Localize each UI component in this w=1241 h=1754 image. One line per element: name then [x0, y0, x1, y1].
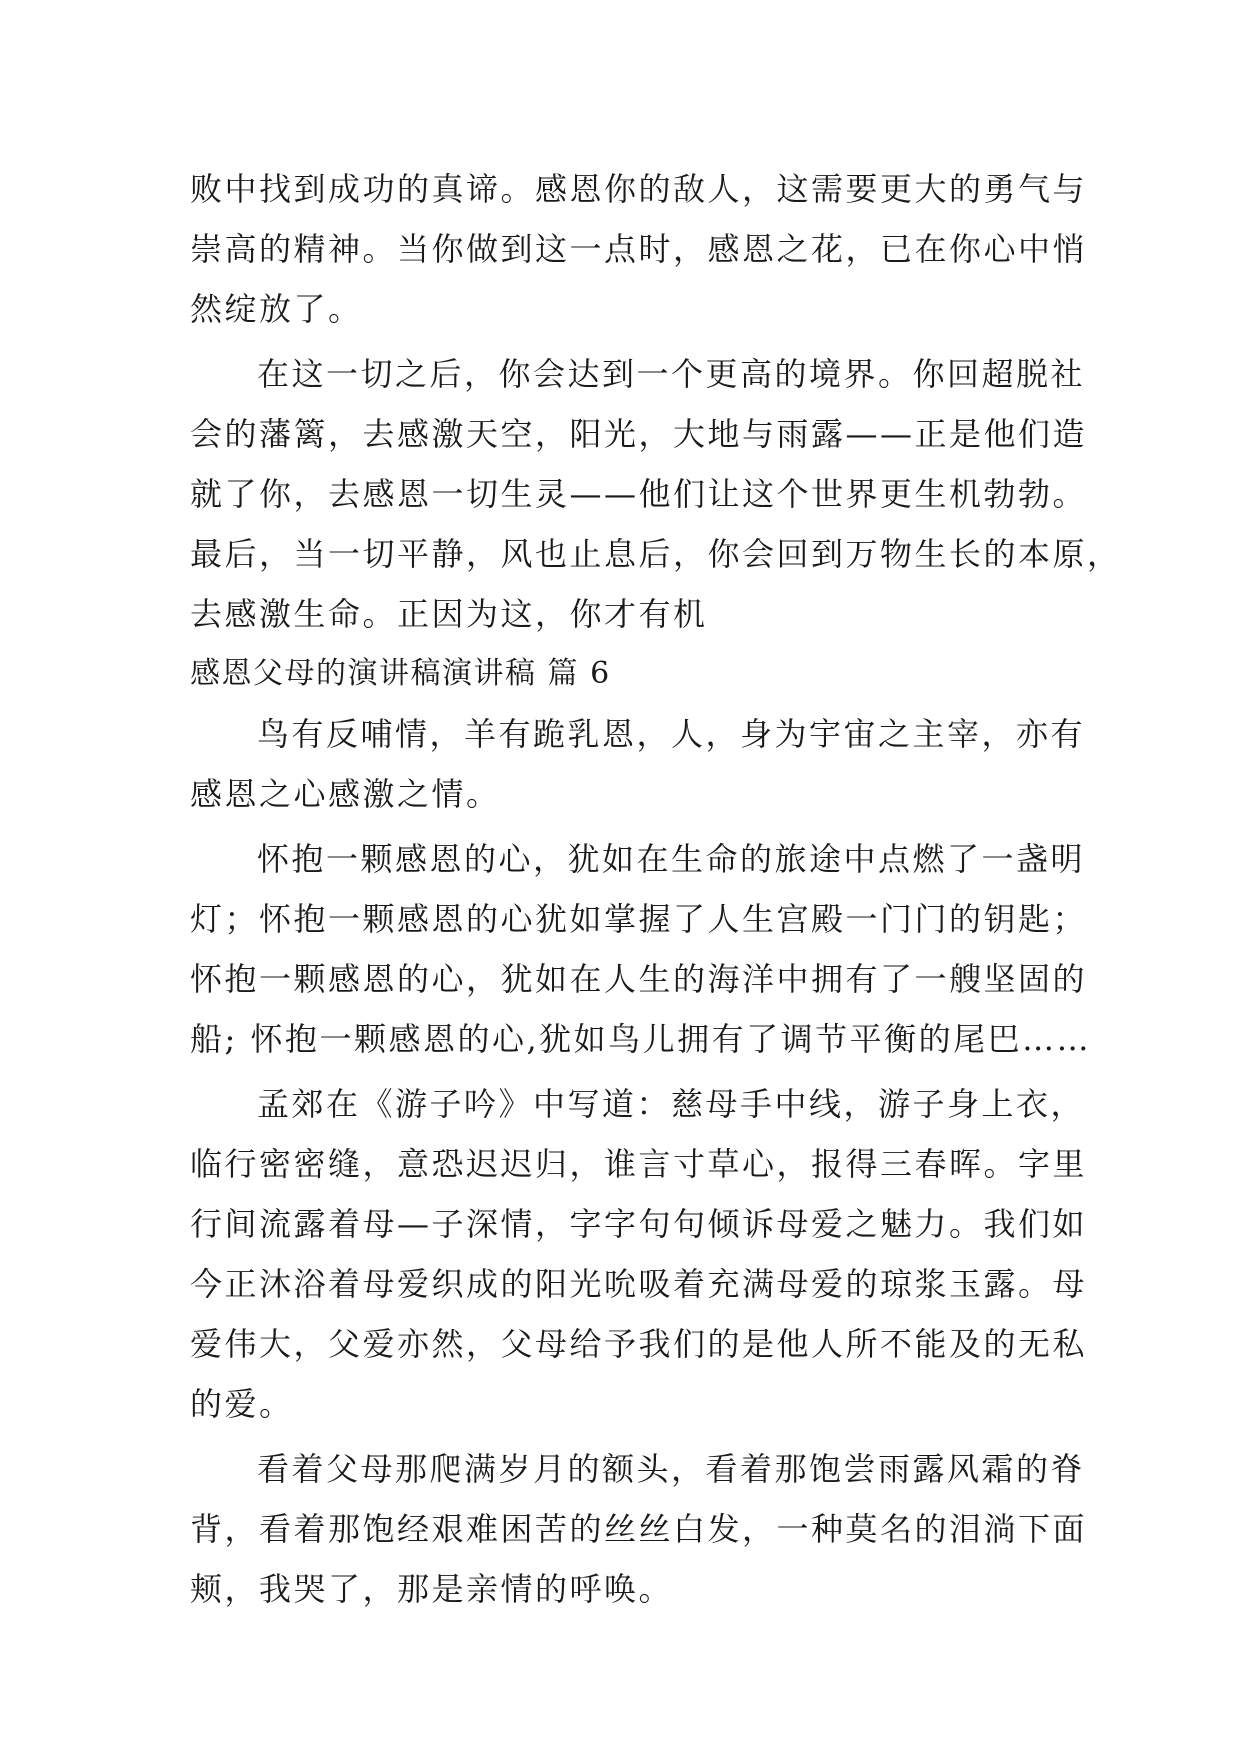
text-line: 背，看着那饱经艰难困苦的丝丝白发，一种莫名的泪淌下面	[190, 1510, 1088, 1548]
text-line: 感恩之心感激之情。	[190, 775, 501, 813]
text-line: 去感激生命。正因为这，你才有机	[190, 595, 708, 633]
text-line: 鸟有反哺情，羊有跪乳恩，人，身为宇宙之主宰，亦有	[257, 715, 1086, 753]
text-line: 怀抱一颗感恩的心，犹如在生命的旅途中点燃了一盏明	[257, 840, 1086, 878]
text-line: 的爱。	[190, 1385, 294, 1423]
text-line: 怀抱一颗感恩的心，犹如在人生的海洋中拥有了一艘坚固的	[190, 960, 1088, 998]
text-line: 行间流露着母—子深情，字字句句倾诉母爱之魅力。我们如	[190, 1205, 1088, 1243]
text-line: 败中找到成功的真谛。感恩你的敌人，这需要更大的勇气与	[190, 170, 1088, 208]
text-line: 最后，当一切平静，风也止息后，你会回到万物生长的本原，	[190, 535, 1122, 573]
text-line: 崇高的精神。当你做到这一点时，感恩之花，已在你心中悄	[190, 230, 1088, 268]
text-line: 就了你，去感恩一切生灵——他们让这个世界更生机勃勃。	[190, 475, 1088, 513]
text-line: 灯；怀抱一颗感恩的心犹如掌握了人生宫殿一门门的钥匙；	[190, 900, 1088, 938]
text-line: 临行密密缝，意恐迟迟归，谁言寸草心，报得三春晖。字里	[190, 1145, 1088, 1183]
text-line: 会的藩篱，去感激天空，阳光，大地与雨露——正是他们造	[190, 415, 1088, 453]
text-line: 孟郊在《游子吟》中写道：慈母手中线，游子身上衣，	[257, 1085, 1086, 1123]
section-heading: 感恩父母的演讲稿演讲稿 篇 6	[190, 656, 611, 691]
text-line: 船; 怀抱一颗感恩的心,犹如鸟儿拥有了调节平衡的尾巴……	[190, 1020, 1092, 1058]
text-line: 看着父母那爬满岁月的额头，看着那饱尝雨露风霜的脊	[257, 1450, 1086, 1488]
text-line: 爱伟大，父爱亦然，父母给予我们的是他人所不能及的无私	[190, 1325, 1088, 1363]
text-line: 今正沐浴着母爱织成的阳光吮吸着充满母爱的琼浆玉露。母	[190, 1265, 1088, 1303]
text-line: 在这一切之后，你会达到一个更高的境界。你回超脱社	[257, 355, 1086, 393]
text-line: 然绽放了。	[190, 290, 363, 328]
text-line: 颊，我哭了，那是亲情的呼唤。	[190, 1570, 674, 1608]
